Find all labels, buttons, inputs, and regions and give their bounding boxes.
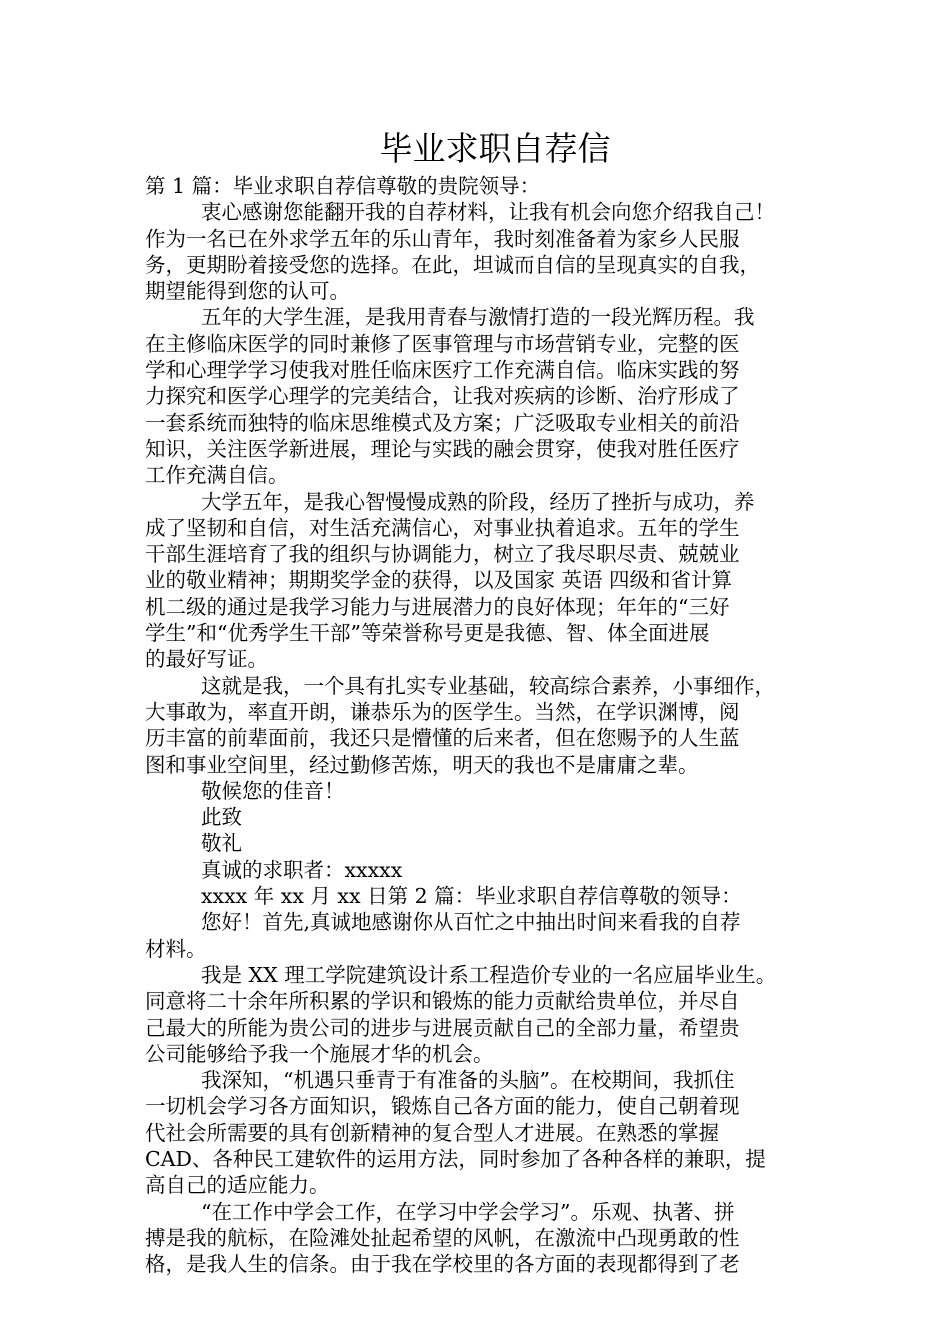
text-line: xxxx 年 xx 月 xx 日第 2 篇：毕业求职自荐信尊敬的领导： <box>201 884 742 909</box>
text-line: 期望能得到您的认可。 <box>145 279 350 304</box>
text-line: 工作充满自信。 <box>145 463 289 488</box>
text-line: 学和心理学学习使我对胜任临床医疗工作充满自信。临床实践的努 <box>145 358 740 383</box>
text-line: 这就是我，一个具有扎实专业基础，较高综合素养，小事细作， <box>201 673 775 698</box>
text-line: 高自己的适应能力。 <box>145 1173 330 1198</box>
text-line: 代社会所需要的具有创新精神的复合型人才进展。在熟悉的掌握 <box>145 1120 719 1145</box>
document-body <box>145 173 825 1277</box>
text-line: 学生”和“优秀学生干部”等荣誉称号更是我德、智、体全面进展 <box>145 621 710 646</box>
text-line: 敬礼 <box>201 831 242 856</box>
text-line: 格，是我人生的信条。由于我在学校里的各方面的表现都得到了老 <box>145 1252 740 1277</box>
text-line: 敬候您的佳音！ <box>201 778 345 803</box>
text-line: 己最大的所能为贵公司的进步与进展贡献自己的全部力量，希望贵 <box>145 1015 740 1040</box>
text-line: 材料。 <box>145 936 207 961</box>
text-line: 搏是我的航标，在险滩处扯起希望的风帆，在激流中凸现勇敢的性 <box>145 1225 740 1250</box>
document-title: 毕业求职自荐信 <box>379 129 611 168</box>
text-line: 知识，关注医学新进展，理论与实践的融会贯穿，使我对胜任医疗 <box>145 436 740 461</box>
text-line: 一切机会学习各方面知识，锻炼自己各方面的能力，使自己朝着现 <box>145 1094 740 1119</box>
text-line: 成了坚韧和自信，对生活充满信心，对事业执着追求。五年的学生 <box>145 515 740 540</box>
text-line: 力探究和医学心理学的完美结合，让我对疾病的诊断、治疗形成了 <box>145 384 740 409</box>
text-line: 同意将二十余年所积累的学识和锻炼的能力贡献给贵单位，并尽自 <box>145 989 740 1014</box>
text-line: 您好！首先,真诚地感谢你从百忙之中抽出时间来看我的自荐 <box>201 910 741 935</box>
text-line: 衷心感谢您能翻开我的自荐材料，让我有机会向您介绍我自己！ <box>201 200 775 225</box>
text-line: 务，更期盼着接受您的选择。在此，坦诚而自信的呈现真实的自我， <box>145 252 760 277</box>
text-line: 业的敬业精神；期期奖学金的获得，以及国家 英语 四级和省计算 <box>145 568 733 593</box>
text-line: 大学五年，是我心智慢慢成熟的阶段，经历了挫折与成功，养 <box>201 489 755 514</box>
text-line: 机二级的通过是我学习能力与进展潜力的良好体现；年年的“三好 <box>145 594 730 619</box>
text-line: 大事敢为，率直开朗，谦恭乐为的医学生。当然，在学识渊博，阅 <box>145 699 740 724</box>
text-line: 第 1 篇：毕业求职自荐信尊敬的贵院领导： <box>145 174 541 198</box>
text-line: “在工作中学会工作，在学习中学会学习”。乐观、执著、拼 <box>201 1199 735 1224</box>
text-line: CAD、各种民工建软件的运用方法，同时参加了各种各样的兼职，提 <box>145 1146 766 1171</box>
text-line: 此致 <box>201 805 242 830</box>
text-line: 我是 XX 理工学院建筑设计系工程造价专业的一名应届毕业生。 <box>201 962 777 987</box>
text-line: 五年的大学生涯，是我用青春与激情打造的一段光辉历程。我 <box>201 305 755 330</box>
text-line: 干部生涯培育了我的组织与协调能力，树立了我尽职尽责、兢兢业 <box>145 542 740 567</box>
text-line: 真诚的求职者：xxxxx <box>201 857 403 882</box>
text-line: 一套系统而独特的临床思维模式及方案；广泛吸取专业相关的前沿 <box>145 410 740 435</box>
text-line: 的最好写证。 <box>145 647 268 672</box>
document-page <box>145 125 825 1277</box>
text-line: 作为一名已在外求学五年的乐山青年，我时刻准备着为家乡人民服 <box>145 226 740 251</box>
text-line: 公司能够给予我一个施展才华的机会。 <box>145 1041 494 1066</box>
text-line: 图和事业空间里，经过勤修苦炼，明天的我也不是庸庸之辈。 <box>145 752 699 777</box>
text-line: 历丰富的前辈面前，我还只是懵懂的后来者，但在您赐予的人生蓝 <box>145 726 740 751</box>
text-line: 在主修临床医学的同时兼修了医事管理与市场营销专业，完整的医 <box>145 331 740 356</box>
text-line: 我深知，“机遇只垂青于有准备的头脑”。在校期间，我抓住 <box>201 1068 735 1093</box>
